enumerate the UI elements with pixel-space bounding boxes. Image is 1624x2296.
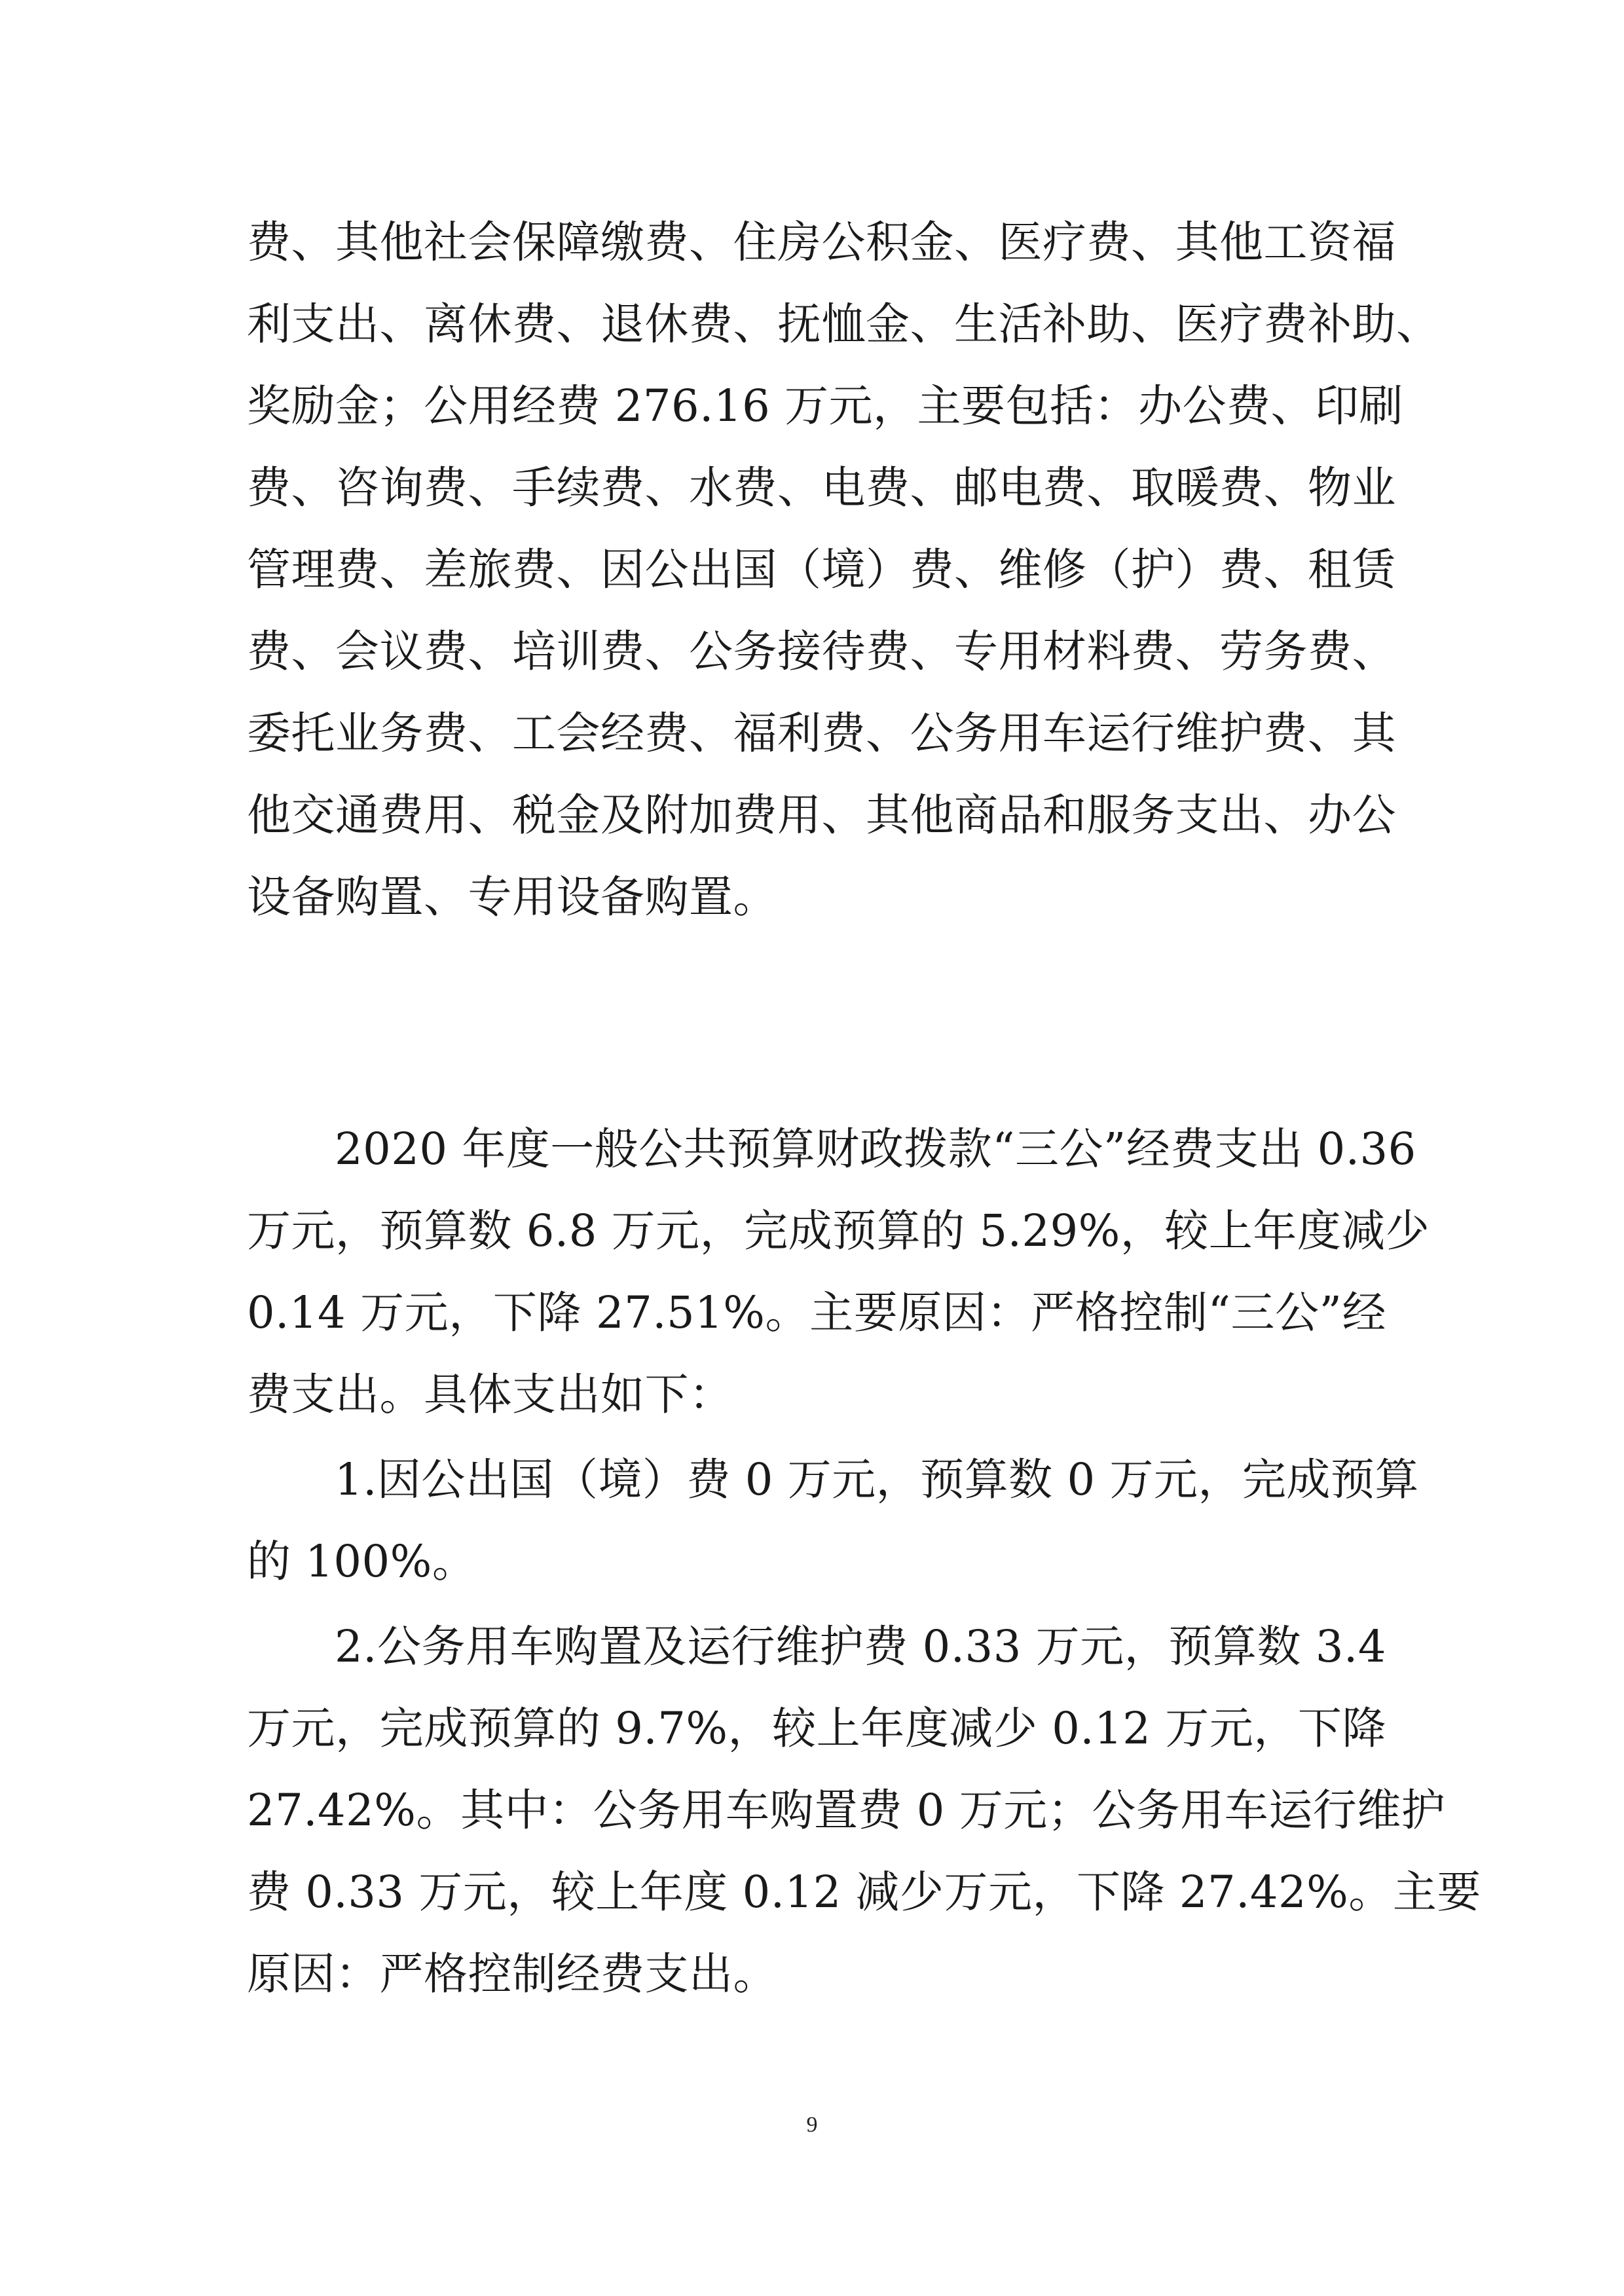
paragraph-line: 原因：严格控制经费支出。: [247, 1948, 777, 1999]
paragraph-line: 奖励金；公用经费 276.16 万元，主要包括：办公费、印刷: [247, 380, 1404, 431]
paragraph-line: 费、会议费、培训费、公务接待费、专用材料费、劳务费、: [247, 626, 1396, 677]
paragraph-line: 费 0.33 万元，较上年度 0.12 减少万元，下降 27.42%。主要: [247, 1867, 1481, 1918]
paragraph-line: 的 100%。: [247, 1536, 477, 1587]
paragraph-line: 2.公务用车购置及运行维护费 0.33 万元，预算数 3.4: [335, 1621, 1386, 1672]
paragraph-line: 费、其他社会保障缴费、住房公积金、医疗费、其他工资福: [247, 217, 1396, 268]
paragraph-line: 27.42%。其中：公务用车购置费 0 万元；公务用车运行维护: [247, 1785, 1446, 1836]
paragraph-line: 0.14 万元，下降 27.51%。主要原因：严格控制“三公”经: [247, 1287, 1386, 1338]
paragraph-line: 万元，完成预算的 9.7%，较上年度减少 0.12 万元，下降: [247, 1703, 1386, 1754]
paragraph-line: 费、咨询费、手续费、水费、电费、邮电费、取暖费、物业: [247, 462, 1396, 513]
paragraph-line: 委托业务费、工会经费、福利费、公务用车运行维护费、其: [247, 708, 1396, 759]
paragraph-line: 他交通费用、税金及附加费用、其他商品和服务支出、办公: [247, 790, 1396, 841]
paragraph-line: 万元，预算数 6.8 万元，完成预算的 5.29%，较上年度减少: [247, 1205, 1430, 1256]
heading-line: [335, 946, 1386, 1018]
paragraph-line: 管理费、差旅费、因公出国（境）费、维修（护）费、租赁: [247, 544, 1396, 595]
paragraph-line: 利支出、离休费、退休费、抚恤金、生活补助、医疗费补助、: [247, 299, 1441, 350]
paragraph-line: 设备购置、专用设备购置。: [247, 871, 777, 922]
page-number: 9: [806, 2113, 818, 2137]
paragraph-line: 2020 年度一般公共预算财政拨款“三公”经费支出 0.36: [335, 1123, 1416, 1175]
paragraph-line: 费支出。具体支出如下：: [247, 1369, 733, 1420]
paragraph-line: 1.因公出国（境）费 0 万元，预算数 0 万元，完成预算: [335, 1454, 1419, 1505]
